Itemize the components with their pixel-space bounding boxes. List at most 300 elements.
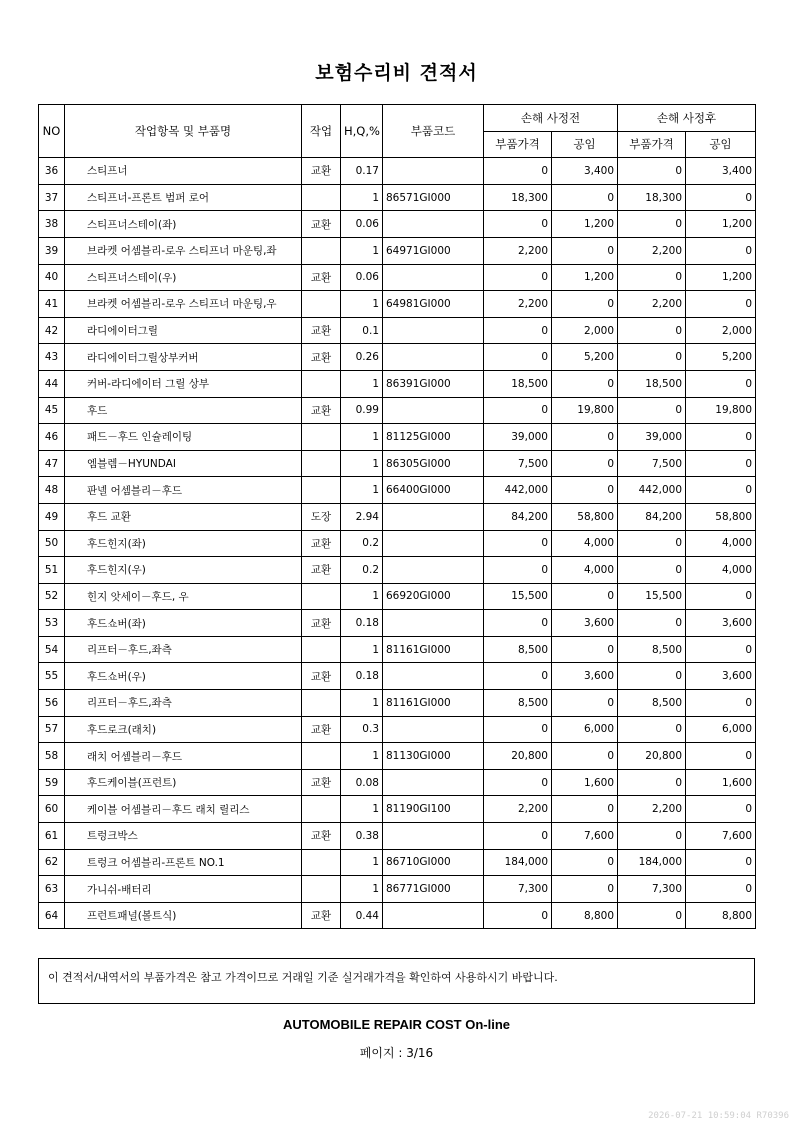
cell-hq: 1 bbox=[341, 424, 383, 451]
table-row bbox=[39, 823, 756, 850]
cell-after-labor: 6,000 bbox=[686, 716, 756, 743]
cell-before-labor: 0 bbox=[552, 876, 618, 903]
cell-part-code bbox=[383, 264, 484, 291]
cell-before-labor: 0 bbox=[552, 796, 618, 823]
cell-after-part-price: 2,200 bbox=[618, 291, 686, 318]
cell-hq: 1 bbox=[341, 636, 383, 663]
cell-item-name: 프런트패널(볼트식) bbox=[65, 902, 302, 929]
cell-after-labor: 0 bbox=[686, 450, 756, 477]
cell-after-labor: 0 bbox=[686, 291, 756, 318]
cell-after-part-price: 0 bbox=[618, 211, 686, 238]
cell-no: 53 bbox=[39, 610, 65, 637]
cell-after-part-price: 0 bbox=[618, 264, 686, 291]
table-row bbox=[39, 769, 756, 796]
cell-after-labor: 3,600 bbox=[686, 610, 756, 637]
cell-work: 교환 bbox=[302, 716, 341, 743]
cell-after-part-price: 0 bbox=[618, 344, 686, 371]
cell-no: 50 bbox=[39, 530, 65, 557]
cell-after-part-price: 18,500 bbox=[618, 370, 686, 397]
cell-item-name: 가니쉬-배터리 bbox=[65, 876, 302, 903]
cell-item-name: 브라켓 어셈블리-로우 스티프너 마운팅,우 bbox=[65, 291, 302, 318]
table-row bbox=[39, 610, 756, 637]
table-row bbox=[39, 184, 756, 211]
cell-after-labor: 5,200 bbox=[686, 344, 756, 371]
cell-hq: 0.1 bbox=[341, 317, 383, 344]
cell-work bbox=[302, 583, 341, 610]
cell-no: 46 bbox=[39, 424, 65, 451]
header-before-part-price: 부품가격 bbox=[484, 131, 552, 158]
cell-part-code: 86571GI000 bbox=[383, 184, 484, 211]
cell-before-part-price: 84,200 bbox=[484, 503, 552, 530]
cell-no: 63 bbox=[39, 876, 65, 903]
cell-after-labor: 0 bbox=[686, 849, 756, 876]
cell-after-part-price: 20,800 bbox=[618, 743, 686, 770]
cell-work bbox=[302, 743, 341, 770]
cell-after-part-price: 0 bbox=[618, 530, 686, 557]
cell-item-name: 리프터－후드,좌측 bbox=[65, 690, 302, 717]
cell-after-labor: 1,200 bbox=[686, 264, 756, 291]
cell-hq: 1 bbox=[341, 291, 383, 318]
cell-before-part-price: 0 bbox=[484, 158, 552, 185]
cell-after-labor: 0 bbox=[686, 237, 756, 264]
notice-box: 이 견적서/내역서의 부품가격은 참고 가격이므로 거래일 기준 실거래가격을 확인하여 사용하시기 바랍니다. bbox=[38, 958, 755, 1004]
cell-no: 48 bbox=[39, 477, 65, 504]
cell-before-labor: 0 bbox=[552, 849, 618, 876]
cell-part-code bbox=[383, 716, 484, 743]
cell-before-labor: 0 bbox=[552, 636, 618, 663]
cell-after-labor: 4,000 bbox=[686, 557, 756, 584]
cell-after-part-price: 0 bbox=[618, 557, 686, 584]
cell-part-code bbox=[383, 557, 484, 584]
cell-after-part-price: 0 bbox=[618, 317, 686, 344]
table-row bbox=[39, 876, 756, 903]
cell-item-name: 후드케이블(프런트) bbox=[65, 769, 302, 796]
cell-no: 52 bbox=[39, 583, 65, 610]
cell-item-name: 후드쇼버(좌) bbox=[65, 610, 302, 637]
cell-before-labor: 4,000 bbox=[552, 557, 618, 584]
cell-before-labor: 3,400 bbox=[552, 158, 618, 185]
cell-after-labor: 7,600 bbox=[686, 823, 756, 850]
cell-before-labor: 7,600 bbox=[552, 823, 618, 850]
cell-part-code: 86391GI000 bbox=[383, 370, 484, 397]
cell-before-part-price: 0 bbox=[484, 317, 552, 344]
cell-work: 교환 bbox=[302, 344, 341, 371]
cell-before-part-price: 442,000 bbox=[484, 477, 552, 504]
cell-after-part-price: 0 bbox=[618, 769, 686, 796]
cell-no: 51 bbox=[39, 557, 65, 584]
cell-after-part-price: 442,000 bbox=[618, 477, 686, 504]
cell-after-part-price: 7,500 bbox=[618, 450, 686, 477]
cell-work: 교환 bbox=[302, 663, 341, 690]
table-row bbox=[39, 264, 756, 291]
cell-hq: 0.44 bbox=[341, 902, 383, 929]
cell-before-labor: 4,000 bbox=[552, 530, 618, 557]
cell-before-part-price: 7,500 bbox=[484, 450, 552, 477]
cell-work bbox=[302, 291, 341, 318]
table-row bbox=[39, 450, 756, 477]
cell-no: 55 bbox=[39, 663, 65, 690]
cell-before-labor: 3,600 bbox=[552, 663, 618, 690]
table-row bbox=[39, 690, 756, 717]
cell-work bbox=[302, 450, 341, 477]
cell-before-part-price: 39,000 bbox=[484, 424, 552, 451]
cell-hq: 0.08 bbox=[341, 769, 383, 796]
cell-part-code: 86305GI000 bbox=[383, 450, 484, 477]
cell-before-part-price: 20,800 bbox=[484, 743, 552, 770]
cell-hq: 0.18 bbox=[341, 610, 383, 637]
cell-part-code: 81161GI000 bbox=[383, 636, 484, 663]
cell-part-code: 81190GI100 bbox=[383, 796, 484, 823]
header-before-labor: 공임 bbox=[552, 131, 618, 158]
cell-before-labor: 6,000 bbox=[552, 716, 618, 743]
cell-no: 57 bbox=[39, 716, 65, 743]
cell-item-name: 후드힌지(좌) bbox=[65, 530, 302, 557]
table-row bbox=[39, 424, 756, 451]
cell-before-part-price: 184,000 bbox=[484, 849, 552, 876]
header-item: 작업항목 및 부품명 bbox=[65, 105, 302, 158]
print-timestamp: 2026-07-21 10:59:04 R70396 bbox=[648, 1111, 789, 1121]
cell-work: 교환 bbox=[302, 158, 341, 185]
cell-before-part-price: 0 bbox=[484, 663, 552, 690]
cell-after-labor: 0 bbox=[686, 583, 756, 610]
cell-part-code bbox=[383, 769, 484, 796]
cell-hq: 0.3 bbox=[341, 716, 383, 743]
cell-no: 42 bbox=[39, 317, 65, 344]
cell-after-labor: 0 bbox=[686, 743, 756, 770]
cell-work: 교환 bbox=[302, 557, 341, 584]
cell-after-part-price: 2,200 bbox=[618, 237, 686, 264]
cell-no: 41 bbox=[39, 291, 65, 318]
cell-hq: 0.2 bbox=[341, 530, 383, 557]
cell-after-labor: 3,400 bbox=[686, 158, 756, 185]
cell-before-part-price: 0 bbox=[484, 264, 552, 291]
cell-after-part-price: 0 bbox=[618, 823, 686, 850]
cell-before-part-price: 7,300 bbox=[484, 876, 552, 903]
cell-hq: 1 bbox=[341, 237, 383, 264]
cell-item-name: 후드 교환 bbox=[65, 503, 302, 530]
cell-work bbox=[302, 636, 341, 663]
cell-hq: 2.94 bbox=[341, 503, 383, 530]
cell-work: 교환 bbox=[302, 211, 341, 238]
cell-no: 64 bbox=[39, 902, 65, 929]
cell-hq: 1 bbox=[341, 370, 383, 397]
cell-after-labor: 0 bbox=[686, 370, 756, 397]
table-row bbox=[39, 317, 756, 344]
cell-part-code: 66400GI000 bbox=[383, 477, 484, 504]
cell-hq: 1 bbox=[341, 849, 383, 876]
cell-hq: 1 bbox=[341, 796, 383, 823]
cell-before-labor: 1,200 bbox=[552, 264, 618, 291]
cell-after-part-price: 184,000 bbox=[618, 849, 686, 876]
cell-no: 54 bbox=[39, 636, 65, 663]
table-row bbox=[39, 796, 756, 823]
cell-no: 36 bbox=[39, 158, 65, 185]
cell-item-name: 래치 어셈블리－후드 bbox=[65, 743, 302, 770]
cell-before-labor: 0 bbox=[552, 370, 618, 397]
cell-after-labor: 0 bbox=[686, 424, 756, 451]
cell-after-labor: 0 bbox=[686, 636, 756, 663]
cell-part-code: 64981GI000 bbox=[383, 291, 484, 318]
cell-hq: 1 bbox=[341, 477, 383, 504]
cell-part-code bbox=[383, 344, 484, 371]
header-code: 부품코드 bbox=[383, 105, 484, 158]
cell-part-code bbox=[383, 610, 484, 637]
cell-hq: 0.06 bbox=[341, 211, 383, 238]
table-row bbox=[39, 370, 756, 397]
cell-before-labor: 0 bbox=[552, 743, 618, 770]
table-row bbox=[39, 503, 756, 530]
cell-before-part-price: 18,300 bbox=[484, 184, 552, 211]
cell-before-labor: 0 bbox=[552, 690, 618, 717]
cell-before-part-price: 2,200 bbox=[484, 237, 552, 264]
table-row bbox=[39, 663, 756, 690]
cell-no: 38 bbox=[39, 211, 65, 238]
cell-item-name: 후드힌지(우) bbox=[65, 557, 302, 584]
cell-work bbox=[302, 876, 341, 903]
cell-after-labor: 3,600 bbox=[686, 663, 756, 690]
cell-after-labor: 1,200 bbox=[686, 211, 756, 238]
cell-after-part-price: 18,300 bbox=[618, 184, 686, 211]
cell-before-part-price: 0 bbox=[484, 211, 552, 238]
header-hq: H,Q,% bbox=[341, 105, 383, 158]
cell-after-part-price: 15,500 bbox=[618, 583, 686, 610]
cell-hq: 1 bbox=[341, 583, 383, 610]
cell-hq: 0.2 bbox=[341, 557, 383, 584]
cell-part-code bbox=[383, 158, 484, 185]
header-after-labor: 공임 bbox=[686, 131, 756, 158]
cell-before-part-price: 0 bbox=[484, 557, 552, 584]
cell-before-labor: 0 bbox=[552, 237, 618, 264]
cell-before-part-price: 0 bbox=[484, 344, 552, 371]
table-row bbox=[39, 291, 756, 318]
cell-work bbox=[302, 796, 341, 823]
table-row bbox=[39, 636, 756, 663]
footer-title: AUTOMOBILE REPAIR COST On-line bbox=[282, 1017, 511, 1032]
cell-before-labor: 0 bbox=[552, 583, 618, 610]
cell-no: 59 bbox=[39, 769, 65, 796]
cell-part-code: 81125GI000 bbox=[383, 424, 484, 451]
cell-item-name: 트렁크박스 bbox=[65, 823, 302, 850]
cell-hq: 1 bbox=[341, 690, 383, 717]
cell-part-code: 86710GI000 bbox=[383, 849, 484, 876]
table-row bbox=[39, 237, 756, 264]
cell-item-name: 후드 bbox=[65, 397, 302, 424]
cell-item-name: 엠블렘－HYUNDAI bbox=[65, 450, 302, 477]
cell-work: 교환 bbox=[302, 397, 341, 424]
cell-work: 교환 bbox=[302, 769, 341, 796]
cell-part-code bbox=[383, 823, 484, 850]
cell-before-labor: 19,800 bbox=[552, 397, 618, 424]
cell-hq: 1 bbox=[341, 743, 383, 770]
cell-hq: 0.18 bbox=[341, 663, 383, 690]
cell-hq: 0.38 bbox=[341, 823, 383, 850]
table-row bbox=[39, 849, 756, 876]
cell-item-name: 패드－후드 인슐레이팅 bbox=[65, 424, 302, 451]
cell-hq: 0.06 bbox=[341, 264, 383, 291]
cell-after-part-price: 84,200 bbox=[618, 503, 686, 530]
cell-hq: 1 bbox=[341, 876, 383, 903]
cell-before-part-price: 8,500 bbox=[484, 690, 552, 717]
cell-part-code bbox=[383, 530, 484, 557]
cell-hq: 1 bbox=[341, 184, 383, 211]
cell-after-labor: 0 bbox=[686, 796, 756, 823]
cell-before-part-price: 0 bbox=[484, 397, 552, 424]
cell-after-labor: 58,800 bbox=[686, 503, 756, 530]
cell-before-part-price: 2,200 bbox=[484, 796, 552, 823]
header-work: 작업 bbox=[302, 105, 341, 158]
header-after: 손해 사정후 bbox=[618, 105, 756, 132]
cell-hq: 0.17 bbox=[341, 158, 383, 185]
cell-no: 40 bbox=[39, 264, 65, 291]
cell-before-labor: 0 bbox=[552, 450, 618, 477]
cell-before-labor: 8,800 bbox=[552, 902, 618, 929]
cell-hq: 0.26 bbox=[341, 344, 383, 371]
cell-no: 62 bbox=[39, 849, 65, 876]
cell-work: 교환 bbox=[302, 823, 341, 850]
cell-before-labor: 5,200 bbox=[552, 344, 618, 371]
cell-before-labor: 1,600 bbox=[552, 769, 618, 796]
cell-no: 61 bbox=[39, 823, 65, 850]
cell-before-part-price: 0 bbox=[484, 610, 552, 637]
cell-before-labor: 0 bbox=[552, 424, 618, 451]
cell-hq: 0.99 bbox=[341, 397, 383, 424]
cell-before-labor: 3,600 bbox=[552, 610, 618, 637]
cell-hq: 1 bbox=[341, 450, 383, 477]
cell-work bbox=[302, 424, 341, 451]
cell-after-labor: 0 bbox=[686, 690, 756, 717]
table-row bbox=[39, 158, 756, 185]
cell-before-labor: 0 bbox=[552, 291, 618, 318]
cell-item-name: 스티프너-프론트 범퍼 로어 bbox=[65, 184, 302, 211]
cell-no: 47 bbox=[39, 450, 65, 477]
table-row bbox=[39, 344, 756, 371]
table-row bbox=[39, 477, 756, 504]
cell-part-code bbox=[383, 397, 484, 424]
cell-after-part-price: 2,200 bbox=[618, 796, 686, 823]
cell-work: 교환 bbox=[302, 264, 341, 291]
cell-before-part-price: 0 bbox=[484, 716, 552, 743]
cell-before-labor: 58,800 bbox=[552, 503, 618, 530]
header-after-part-price: 부품가격 bbox=[618, 131, 686, 158]
table-row bbox=[39, 743, 756, 770]
cell-before-part-price: 0 bbox=[484, 530, 552, 557]
cell-part-code: 81130GI000 bbox=[383, 743, 484, 770]
cell-item-name: 브라켓 어셈블리-로우 스티프너 마운팅,좌 bbox=[65, 237, 302, 264]
cell-after-labor: 4,000 bbox=[686, 530, 756, 557]
cell-after-labor: 0 bbox=[686, 184, 756, 211]
cell-item-name: 라디에이터그릴 bbox=[65, 317, 302, 344]
cell-item-name: 커버-라디에이터 그릴 상부 bbox=[65, 370, 302, 397]
table-row bbox=[39, 397, 756, 424]
cell-part-code: 81161GI000 bbox=[383, 690, 484, 717]
cell-part-code bbox=[383, 211, 484, 238]
cell-no: 43 bbox=[39, 344, 65, 371]
cell-part-code bbox=[383, 503, 484, 530]
cell-no: 44 bbox=[39, 370, 65, 397]
cell-before-part-price: 0 bbox=[484, 769, 552, 796]
cell-before-part-price: 0 bbox=[484, 902, 552, 929]
cell-after-labor: 0 bbox=[686, 876, 756, 903]
cell-work bbox=[302, 370, 341, 397]
cell-before-part-price: 18,500 bbox=[484, 370, 552, 397]
cell-after-labor: 19,800 bbox=[686, 397, 756, 424]
cell-no: 49 bbox=[39, 503, 65, 530]
table-body bbox=[39, 158, 756, 929]
cell-item-name: 트렁크 어셈블리-프론트 NO.1 bbox=[65, 849, 302, 876]
estimate-table bbox=[38, 104, 756, 929]
cell-after-labor: 8,800 bbox=[686, 902, 756, 929]
cell-part-code: 64971GI000 bbox=[383, 237, 484, 264]
cell-item-name: 스티프너 bbox=[65, 158, 302, 185]
cell-after-part-price: 0 bbox=[618, 397, 686, 424]
cell-no: 45 bbox=[39, 397, 65, 424]
cell-after-part-price: 0 bbox=[618, 902, 686, 929]
cell-work: 도장 bbox=[302, 503, 341, 530]
cell-after-labor: 2,000 bbox=[686, 317, 756, 344]
cell-work: 교환 bbox=[302, 902, 341, 929]
table-row bbox=[39, 530, 756, 557]
cell-no: 39 bbox=[39, 237, 65, 264]
cell-after-part-price: 0 bbox=[618, 610, 686, 637]
cell-before-labor: 0 bbox=[552, 477, 618, 504]
page-number: 페이지 : 3/16 bbox=[359, 1046, 434, 1060]
cell-before-part-price: 2,200 bbox=[484, 291, 552, 318]
cell-after-part-price: 0 bbox=[618, 663, 686, 690]
header-before: 손해 사정전 bbox=[484, 105, 618, 132]
cell-item-name: 리프터－후드,좌측 bbox=[65, 636, 302, 663]
cell-work: 교환 bbox=[302, 610, 341, 637]
cell-no: 37 bbox=[39, 184, 65, 211]
cell-after-labor: 0 bbox=[686, 477, 756, 504]
table-row bbox=[39, 583, 756, 610]
cell-part-code bbox=[383, 902, 484, 929]
cell-part-code: 66920GI000 bbox=[383, 583, 484, 610]
cell-before-labor: 0 bbox=[552, 184, 618, 211]
cell-item-name: 라디에이터그릴상부커버 bbox=[65, 344, 302, 371]
cell-item-name: 후드쇼버(우) bbox=[65, 663, 302, 690]
cell-after-part-price: 8,500 bbox=[618, 636, 686, 663]
cell-work bbox=[302, 690, 341, 717]
cell-before-part-price: 8,500 bbox=[484, 636, 552, 663]
cell-work bbox=[302, 849, 341, 876]
cell-after-labor: 1,600 bbox=[686, 769, 756, 796]
cell-part-code: 86771GI000 bbox=[383, 876, 484, 903]
header-no: NO bbox=[39, 105, 65, 158]
cell-work bbox=[302, 477, 341, 504]
cell-item-name: 후드로크(래치) bbox=[65, 716, 302, 743]
cell-after-part-price: 39,000 bbox=[618, 424, 686, 451]
table-row bbox=[39, 211, 756, 238]
cell-work: 교환 bbox=[302, 317, 341, 344]
cell-before-part-price: 0 bbox=[484, 823, 552, 850]
cell-item-name: 판넬 어셈블리－후드 bbox=[65, 477, 302, 504]
cell-no: 60 bbox=[39, 796, 65, 823]
cell-item-name: 케이블 어셈블리－후드 래치 릴리스 bbox=[65, 796, 302, 823]
cell-work bbox=[302, 237, 341, 264]
cell-no: 58 bbox=[39, 743, 65, 770]
cell-after-part-price: 8,500 bbox=[618, 690, 686, 717]
cell-after-part-price: 0 bbox=[618, 716, 686, 743]
table-row bbox=[39, 716, 756, 743]
cell-before-labor: 1,200 bbox=[552, 211, 618, 238]
cell-after-part-price: 7,300 bbox=[618, 876, 686, 903]
page-title: 보험수리비 견적서 bbox=[315, 62, 478, 84]
cell-no: 56 bbox=[39, 690, 65, 717]
cell-after-part-price: 0 bbox=[618, 158, 686, 185]
cell-part-code bbox=[383, 317, 484, 344]
cell-work bbox=[302, 184, 341, 211]
cell-item-name: 스티프너스테이(좌) bbox=[65, 211, 302, 238]
